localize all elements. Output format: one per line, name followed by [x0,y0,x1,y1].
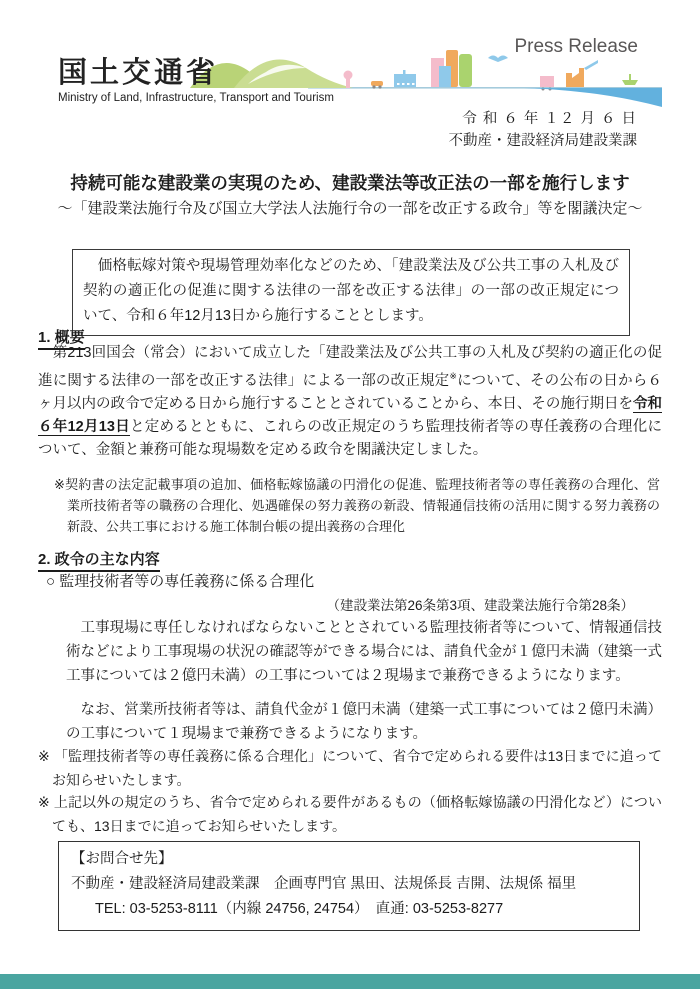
ministry-logo-text: 国土交通省 [58,57,219,89]
section1-text: について、その公布の日から６ヶ月以内の政令で定める日から施行することとされていることから、本日、その施行期日を [38,372,662,412]
section2-paragraph-1: 工事現場に専任しなければならないこととされている監理技術者等について、情報通信技術などにより工事現場の状況の確認等ができる場合には、請負代金が１億円未満（建築一式工事については２億円未満）の工事については２現場まで兼務できるようになります。 [66,620,662,684]
section1-paragraph [38,342,662,462]
bird-icon [488,56,508,63]
section2-item-title: ○ 監理技術者等の専任義務に係る合理化 [46,573,315,590]
summary-box: 価格転嫁対策や現場管理効率化などのため、「建設業法及び公共工事の入札及び契約の適正化の促進に関する法律の一部を改正する法律」の一部の改正規定について、令和６年12月13日から施行することとします。 [72,249,630,336]
section2-note-2: ※ 上記以外の規定のうち、省令で定められる要件があるもの（価格転嫁協議の円滑化など）についても、13日までに追ってお知らせいたします。 [38,794,662,834]
contact-heading: 【お問合せ先】 [71,851,173,867]
water-icon [524,88,662,107]
section2-paragraph-2: なお、営業所技術者等は、請負代金が１億円未満（建築一式工事については２億円未満）の工事について１現場まで兼務できるようになります。 [66,702,662,742]
ministry-name-en: Ministry of Land, Infrastructure, Transport and Tourism [58,92,334,104]
section1-text: と定めるとともに、これらの改正規定のうち監理技術者等の専任義務の合理化について、金額と兼務可能な現場数を定める政令を閣議決定しました。 [38,418,662,458]
section1-footnote: ※契約書の法定記載事項の追加、価格転嫁協議の円滑化の促進、監理技術者等の専任義務の合理化、営業所技術者等の職務の合理化、処遇確保の努力義務の新設、情報通信技術の活用に関する努力義務の新設、公共工事における施工体制台帳の提出義務の合理化 [54,477,660,534]
contact-box [58,841,640,931]
section2-heading-text: 2. 政令の主な内容 [38,548,160,572]
press-release-label: Press Release [514,36,638,57]
section2-heading [38,548,160,572]
section2-note-1: ※ 「監理技術者等の専任義務に係る合理化」について、省令で定められる要件は13日までに追ってお知らせいたします。 [38,748,662,788]
contact-phone-line: TEL: 03-5253-8111（内線 24756, 24754） 直通: 03-5253-8277 [95,901,504,917]
doc-date: 令 和 ６ 年 １２ 月 ６ 日 [462,111,637,127]
contact-staff-line: 不動産・建設経済局建設業課 企画専門官 黒田、法規係長 吉開、法規係 福里 [71,876,577,892]
boat-icon [622,80,638,85]
section1-text: 第213回国会（常会）において成立した「建設業法及び公共工事の入札及び契約の適正化の促進に関する法律の一部を改正する法律」による一部の改正規定 [38,345,662,389]
section1-heading-text: 1. 概要 [38,326,85,350]
law-reference: （建設業法第26条第3項、建設業法施行令第28条） [326,598,634,613]
doc-meta [449,108,638,152]
hill-icon [234,60,353,88]
doc-department: 不動産・建設経済局建設業課 [448,133,637,149]
reference-mark: ※ [449,371,458,381]
page-title: 持続可能な建設業の実現のため、建設業法等改正法の一部を施行します [70,173,630,193]
page-subtitle: ～「建設業法施行令及び国立大学法人法施行令の一部を改正する政令」等を閣議決定～ [57,200,643,217]
effective-date-emphasis: 令和６年12月13日 [38,395,662,435]
footer-bar [0,974,700,989]
